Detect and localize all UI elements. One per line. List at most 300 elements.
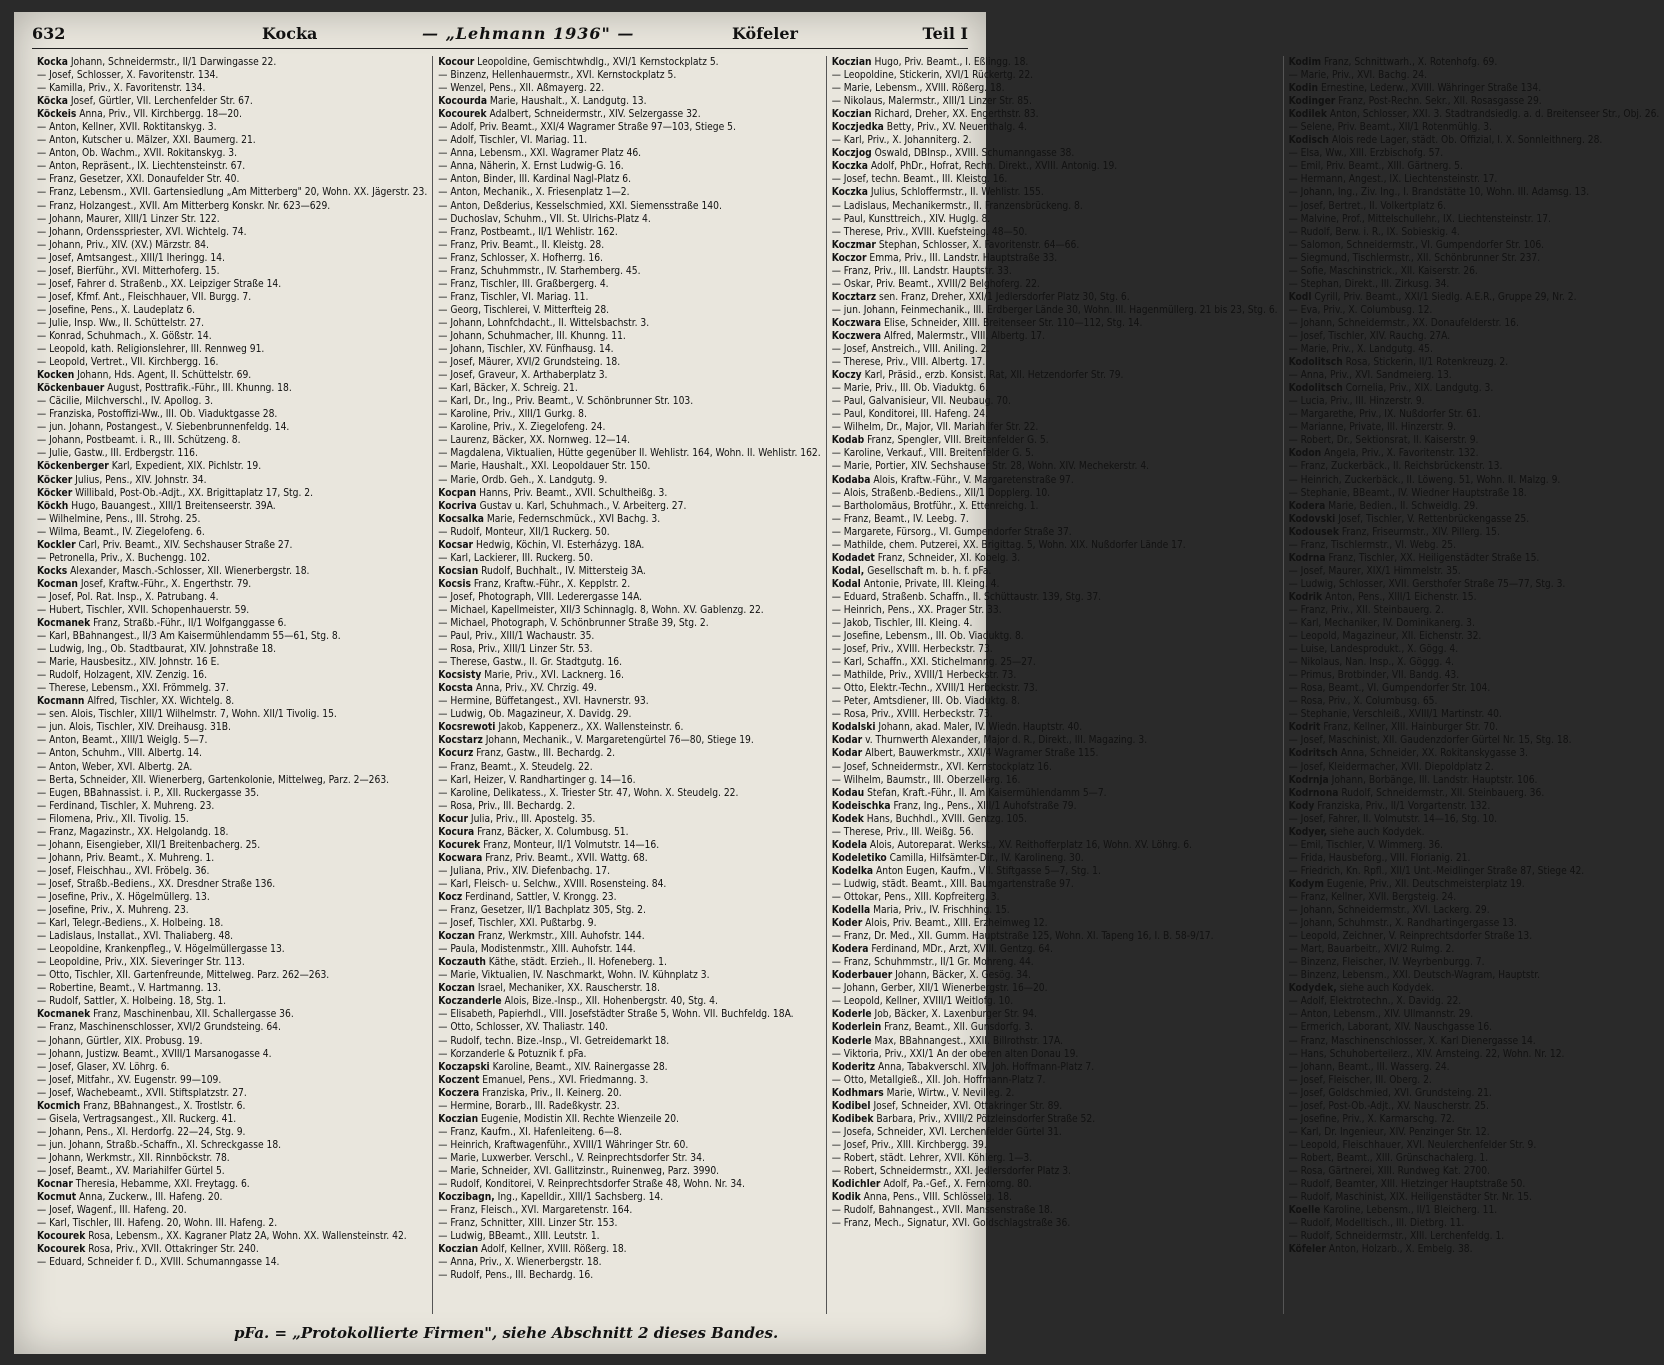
directory-entry: — Marie, Lebensm., XVIII. Rößerg. 18.	[831, 83, 1005, 95]
directory-entry: — Franz, Tischlermstr., VI. Webg. 25.	[1288, 539, 1457, 551]
directory-entry: — Josef, Amtsangest., XIII/1 Iheringg. 14.	[37, 252, 225, 264]
directory-entry: Kodolitsch Rosa, Stickerin, II/1 Rotenkreuzg. 2.	[1288, 357, 1509, 369]
directory-entry: — Duchoslav, Schuhm., VII. St. Ulrichs-Platz 4.	[438, 213, 651, 225]
directory-entry: — Emil, Priv. Beamt., XIII. Gärtnerg. 5.	[1288, 161, 1463, 173]
directory-entry: — Karl, Dr. Ingenieur, XIV. Penzinger Str. 12.	[1288, 1126, 1490, 1138]
directory-entry: Kodin Ernestine, Lederw., XVIII. Währinger Straße 134.	[1288, 83, 1542, 95]
directory-entry: Köcka Josef, Gürtler, VII. Lerchenfelder Str. 67.	[37, 96, 253, 108]
directory-entry: — Anton, Deßderius, Kesselschmied, XXI. Siemensstraße 140.	[438, 200, 722, 212]
directory-entry: Kocsalka Marie, Federnschmück., XVI Bachg. 3.	[438, 513, 661, 525]
directory-entry: — Josef, Priv., XVIII. Herbeckstr. 73.	[831, 644, 993, 656]
directory-entry: — Marie, Hausbesitz., XIV. Johnstr. 16 E.	[37, 657, 220, 669]
directory-entry: — Leopold, Zeichner, V. Reinprechtsdorfer Straße 13.	[1288, 931, 1533, 943]
directory-entry: — Karl, Schaffn., XXI. Stichelmanng. 25—27.	[831, 657, 1036, 669]
directory-entry: — Elisabeth, Papierhdl., VIII. Josefstädter Straße 5, Wohn. VII. Buchfeldg. 18A.	[438, 1009, 794, 1021]
directory-entry: — Johann, Justizw. Beamt., XVIII/1 Marsanogasse 4.	[37, 1048, 272, 1060]
directory-entry: Koczent Emanuel, Pens., XVI. Friedmanng. 3.	[438, 1074, 649, 1086]
directory-entry: — Karl, Telegr.-Bediens., X. Holbeing. 18.	[37, 918, 224, 930]
directory-entry: — Wenzel, Pens., XII. Aßmayerg. 22.	[438, 83, 605, 95]
directory-entry: — Rosa, Priv., III. Bechardg. 2.	[438, 800, 576, 812]
directory-entry: — Korzanderle & Potuznik f. pFa.	[438, 1048, 587, 1060]
directory-entry: — Hermine, Borarb., III. Radeßkystr. 23.	[438, 1100, 620, 1112]
directory-entry: — Viktoria, Priv., XXI/1 An der oberen alten Donau 19.	[831, 1048, 1079, 1060]
directory-entry: — Adolf, Priv. Beamt., XXI/4 Wagramer Straße 97—103, Stiege 5.	[438, 122, 736, 134]
directory-entry: Koczka Adolf, PhDr., Hofrat, Rechn. Direkt., XVIII. Antonig. 19.	[831, 161, 1118, 173]
directory-entry: Kocmich Franz, BBahnangest., X. Trostlstr. 6.	[37, 1100, 246, 1112]
directory-entry: Koczmar Stephan, Schlosser, X. Favoritenstr. 64—66.	[831, 239, 1080, 251]
directory-entry: Kodrik Anton, Pens., XIII/1 Eichenstr. 15.	[1288, 591, 1477, 603]
directory-entry: — Josef, Goldschmied, XVI. Grundsteing. 21.	[1288, 1087, 1492, 1099]
directory-entry: — Leopoldine, Krankenpfleg., V. Högelmüllergasse 13.	[37, 944, 285, 956]
directory-entry: — Johann, Eisengieber, XII/1 Breitenbacherg. 25.	[37, 839, 261, 851]
directory-entry: — Marie, Schneider, XVI. Gallitzinstr., Ruinenweg, Parz. 3990.	[438, 1165, 720, 1177]
directory-entry: Kodaba Alois, Kraftw.-Führ., V. Margaretenstraße 97.	[831, 474, 1074, 486]
directory-entry: Kodera Marie, Bedien., II. Schweidlg. 29.	[1288, 500, 1479, 512]
directory-entry: — Franz, Beamt., X. Steudelg. 22.	[438, 761, 593, 773]
directory-entry: — Ottokar, Pens., XIII. Kopfreiterg. 3.	[831, 892, 1000, 903]
directory-entry: — Karl, Priv., X. Johanniterg. 2.	[831, 135, 972, 147]
directory-entry: — Robert, Beamt., XIII. Grünschachalerg. 1.	[1288, 1152, 1489, 1164]
directory-entry: Kodim Franz, Schnittwarh., X. Rotenhofg. 69.	[1288, 57, 1498, 68]
directory-entry: Koczapski Karoline, Beamt., XIV. Rainergasse 28.	[438, 1061, 668, 1073]
directory-entry: — Leopold, Magazineur, XII. Eichenstr. 32.	[1288, 631, 1482, 643]
directory-entry: Koderbauer Johann, Bäcker, X. Gesög. 34.	[831, 970, 1031, 982]
directory-entry: — Josef, Straßb.-Bediens., XX. Dresdner Straße 136.	[37, 878, 276, 890]
directory-entry: Kodrna Franz, Tischler, XX. Heiligenstädter Straße 15.	[1288, 552, 1540, 564]
directory-entry: Koder Alois, Priv. Beamt., XIII. Erzheimweg 12.	[831, 918, 1048, 930]
directory-entry: — Josef, Anstreich., VIII. Aniling. 2.	[831, 344, 990, 356]
directory-entry: — Eugen, BBahnassist. i. P., XII. Ruckergasse 35.	[37, 787, 260, 799]
directory-entry: — Adolf, Elektrotechn., X. Davidg. 22.	[1288, 996, 1462, 1008]
directory-entry: Koczy Karl, Präsid., erzb. Konsist. Rat, XII. Hetzendorfer Str. 79.	[831, 370, 1124, 382]
directory-entry: — Josefine, Pens., X. Laudeplatz 6.	[37, 304, 196, 316]
directory-entry: — Anton, Weber, XVI. Albertg. 2A.	[37, 761, 193, 773]
directory-entry: — Robert, Dr., Sektionsrat, II. Kaiserstr. 9.	[1288, 435, 1479, 447]
directory-entry: — Robert, städt. Lehrer, XVII. Köhlerg. 1—3.	[831, 1152, 1033, 1164]
directory-entry: Kocka Johann, Schneidermstr., II/1 Darwingasse 22.	[37, 57, 277, 68]
directory-entry: — Johann, Tischler, XV. Fünfhausg. 14.	[438, 344, 614, 356]
directory-entry: — Josef, Fahrer d. Straßenb., XX. Leipziger Straße 14.	[37, 278, 282, 290]
directory-entry: — Josef, Post-Ob.-Adjt., XV. Nauscherstr. 25.	[1288, 1100, 1489, 1112]
directory-entry: Kocourda Marie, Haushalt., X. Landgutg. 13.	[438, 96, 647, 108]
directory-entry: — Josef, Fleischhau., XVI. Fröbelg. 36.	[37, 865, 210, 877]
directory-entry: — Paul, Galvanisieur, VII. Neubaug. 70.	[831, 396, 1011, 408]
directory-entry: Kodl Cyrill, Priv. Beamt., XXI/1 Siedlg. A.E.R., Gruppe 29, Nr. 2.	[1288, 291, 1577, 303]
directory-entry: — Josef, Glaser, XV. Löhrg. 6.	[37, 1061, 170, 1073]
directory-entry: — Rudolf, techn. Bize.-Insp., VI. Getreidemarkt 18.	[438, 1035, 670, 1047]
directory-entry: Koczian Eugenie, Modistin XII. Rechte Wienzeile 20.	[438, 1113, 679, 1125]
directory-entry: Kocurek Franz, Monteur, II/1 Volmutstr. 14—16.	[438, 839, 660, 851]
directory-entry: — Stephanie, BBeamt., IV. Wiedner Hauptstraße 18.	[1288, 487, 1527, 499]
directory-entry: — Rosa, Beamt., VI. Gumpendorfer Str. 104.	[1288, 683, 1491, 695]
directory-entry: — Rudolf, Schneidermstr., XIII. Lerchenfeldg. 1.	[1288, 1231, 1505, 1243]
directory-entry: Kodalski Johann, akad. Maler, IV. Wiedn. Hauptstr. 40.	[831, 722, 1083, 734]
directory-entry: — Stephan, Direkt., III. Zirkusg. 34.	[1288, 278, 1450, 290]
directory-entry: — Gisela, Vertragsangest., XII. Ruckerg. 41.	[37, 1113, 237, 1125]
directory-entry: — Otto, Elektr.-Techn., XVIII/1 Herbeckstr. 73.	[831, 683, 1038, 695]
directory-entry: — Franz, Mech., Signatur, XVI. Goldschlagstraße 36.	[831, 1218, 1071, 1230]
directory-entry: — Rudolf, Monteur, XII/1 Ruckerg. 50.	[438, 526, 610, 538]
directory-entry: — Josefine, Priv., X. Högelmüllerg. 13.	[37, 892, 210, 903]
directory-entry: — Johann, Gürtler, XIX. Probusg. 19.	[37, 1035, 203, 1047]
directory-entry: — Paul, Konditorei, III. Hafeng. 24.	[831, 409, 988, 421]
directory-entry: — Ferdinand, Tischler, X. Muhreng. 23.	[37, 800, 215, 812]
directory-entry: Kodar v. Thurnwerth Alexander, Major d. R., Direkt., III. Magazing. 3.	[831, 735, 1148, 747]
page-number: 632	[32, 24, 66, 43]
directory-entry: — Marie, Haushalt., XXI. Leopoldauer Str. 150.	[438, 461, 651, 473]
directory-entry: Köckenberger Karl, Expedient, XIX. Pichlstr. 19.	[37, 461, 262, 473]
directory-entry: Köckenbauer August, Posttrafik.-Führ., III. Khunng. 18.	[37, 383, 292, 395]
directory-entry: — Franz, Beamt., IV. Leebg. 7.	[831, 513, 969, 525]
directory-entry: — Marie, Viktualien, IV. Naschmarkt, Wohn. IV. Kühnplatz 3.	[438, 970, 710, 982]
directory-entry: Kodrnja Johann, Borbänge, III. Landstr. Hauptstr. 106.	[1288, 774, 1538, 786]
directory-entry: — Franz, Schuhmmstr., IV. Starhemberg. 45.	[438, 265, 641, 277]
directory-entry: — Magdalena, Viktualien, Hütte gegenüber II. Wehlistr. 164, Wohn. II. Wehlistr. 162.	[438, 448, 821, 460]
directory-entry: — Leopold, Kellner, XVIII/1 Weitlofg. 10.	[831, 996, 1014, 1008]
directory-entry: — Anna, Priv., XVI. Sandmeierg. 13.	[1288, 370, 1452, 382]
directory-entry: — Michael, Photograph, V. Schönbrunner Straße 39, Stg. 2.	[438, 618, 709, 630]
directory-entry: — Anton, Ob. Wachm., XVII. Rokitanskyg. 3.	[37, 148, 238, 160]
directory-entry: Koelle Karoline, Lebensm., II/1 Bleicherg. 11.	[1288, 1205, 1498, 1217]
directory-entry: — Anna, Priv., X. Wienerbergstr. 18.	[438, 1257, 602, 1269]
directory-entry: — Juliana, Priv., XIV. Diefenbachg. 17.	[438, 865, 610, 877]
directory-entry: Kockler Carl, Priv. Beamt., XIV. Sechshauser Straße 27.	[37, 539, 293, 551]
directory-entry: — Rudolf, Sattler, X. Holbeing. 18, Stg. 1.	[37, 996, 227, 1008]
directory-entry: Kocriva Gustav u. Karl, Schuhmach., V. Arbeiterg. 27.	[438, 500, 687, 512]
directory-entry: Koczwera Alfred, Malermstr., VIII. Albertg. 17.	[831, 330, 1046, 342]
directory-entry: Kocurz Franz, Gastw., III. Bechardg. 2.	[438, 748, 616, 760]
directory-entry: Kodelka Anton Eugen, Kaufm., VII. Stiftgasse 5—7, Stg. 1.	[831, 865, 1101, 877]
directory-entry: — Karl, BBahnangest., II/3 Am Kaisermühlendamm 55—61, Stg. 8.	[37, 631, 341, 643]
directory-entry: — Karl, Bäcker, X. Schreig. 21.	[438, 383, 578, 395]
directory-entry: — Anna, Lebensm., XXI. Wagramer Platz 46.	[438, 148, 642, 160]
directory-entry: — Franz, Dr. Med., XII. Gumm. Hauptstraße 125, Wohn. XI. Tapeng 16, I. B. 58-9/17.	[831, 931, 1214, 943]
directory-entry: — Anton, Beamt., XIII/1 Weiglg. 5—7.	[37, 735, 208, 747]
directory-entry: — Malvine, Prof., Mittelschullehr., IX. Liechtensteinstr. 17.	[1288, 213, 1551, 225]
directory-entry: — Karoline, Delikatess., X. Triester Str. 47, Wohn. X. Steudelg. 22.	[438, 787, 739, 799]
directory-entry: — Filomena, Priv., XII. Tivolig. 15.	[37, 813, 189, 825]
directory-entry: — Rudolf, Pens., III. Bechardg. 16.	[438, 1270, 594, 1282]
header-part: Teil I	[922, 24, 968, 43]
directory-entry: — Franz, Kellner, XVII. Bergsteig. 24.	[1288, 892, 1457, 903]
directory-entry: — Leopoldine, Stickerin, XVI/1 Rückertg. 22.	[831, 70, 1034, 82]
directory-entry: Kodichler Adolf, Pa.-Gef., X. Fernkorng. 80.	[831, 1179, 1032, 1191]
directory-entry: Kodella Maria, Priv., IV. Frischhing. 15.	[831, 905, 1010, 917]
directory-entry: — Josef, Mitfahr., XV. Eugenstr. 99—109.	[37, 1074, 222, 1086]
directory-entry: Kodrit Franz, Kellner, XIII. Hainburger Str. 70.	[1288, 722, 1498, 734]
directory-entry: — Hubert, Tischler, XVII. Schopenhauerstr. 59.	[37, 604, 250, 616]
directory-entry: Koczera Franziska, Priv., II. Keinerg. 20.	[438, 1087, 622, 1099]
directory-entry: — Robertine, Beamt., V. Hartmanng. 13.	[37, 983, 222, 995]
directory-entry: — Otto, Schlosser, XV. Thaliastr. 140.	[438, 1022, 608, 1034]
directory-entry: — Franz, Kaufm., XI. Hafenleiteng. 6—8.	[438, 1126, 622, 1138]
directory-entry: — Franz, Priv., III. Landstr. Hauptstr. 33.	[831, 265, 1012, 277]
directory-entry: — Johann, Lohnfchdacht., II. Wittelsbachstr. 3.	[438, 317, 650, 329]
directory-entry: — Franz, Magazinstr., XX. Helgolandg. 18.	[37, 826, 229, 838]
directory-entry: Köfeler Anton, Holzarb., X. Embelg. 38.	[1288, 1244, 1473, 1256]
directory-entry: — Kamilla, Priv., X. Favoritenstr. 134.	[37, 83, 206, 95]
directory-entry: — Rosa, Priv., X. Columbusg. 65.	[1288, 696, 1438, 708]
directory-entry: — Binzenz, Lebensm., XXI. Deutsch-Wagram, Hauptstr.	[1288, 970, 1540, 982]
directory-entry: — Josefine, Priv., X. Muhreng. 23.	[37, 905, 189, 917]
directory-entry: — Josefa, Schneider, XVI. Lerchenfelder Gürtel 31.	[831, 1126, 1062, 1138]
directory-page	[14, 12, 1660, 1354]
directory-entry: Koczibagn, Ing., Kapelldir., XIII/1 Sachsberg. 14.	[438, 1192, 664, 1204]
directory-entry: — Johann, Priv. Beamt., X. Muhreng. 1.	[37, 852, 215, 864]
directory-entry: — Franz, Priv. Beamt., II. Kleistg. 28.	[438, 239, 605, 251]
directory-entry: Kocur Julia, Priv., III. Apostelg. 35.	[438, 813, 596, 825]
directory-entry: — Ludwig, Ing., Ob. Stadtbaurat, XIV. Johnstraße 18.	[37, 644, 277, 656]
directory-entry: — Karl, Dr., Ing., Priv. Beamt., V. Schönbrunner Str. 103.	[438, 396, 694, 408]
directory-entry: — Leopold, Fleischhauer, XVI. Neulerchenfelder Str. 9.	[1288, 1139, 1537, 1151]
directory-entry: — Johann, Maurer, XIII/1 Linzer Str. 122.	[37, 213, 220, 225]
directory-entry: — jun. Alois, Tischler, XIV. Dreihausg. 31B.	[37, 722, 231, 734]
directory-entry: — Franz, Fleisch., XVI. Margaretenstr. 164.	[438, 1205, 633, 1217]
directory-entry: — Johann, Ordensspriester, XVI. Wichtelg. 74.	[37, 226, 247, 238]
directory-entry: — Johann, Beamt., III. Wasserg. 24.	[1288, 1061, 1450, 1073]
directory-entry: — Paul, Kunsttreich., XIV. Huglg. 8.	[831, 213, 991, 225]
directory-entry: — Franz, Lebensm., XVII. Gartensiedlung „Am Mitterberg" 20, Wohn. XX. Jägerstr. 23.	[37, 187, 428, 199]
directory-entry: — Josef, Schneidermstr., XVI. Kernstockplatz 16.	[831, 761, 1052, 773]
directory-columns	[32, 56, 1660, 1314]
directory-entry: Koderlein Franz, Beamt., XII. Gunsdorfg. 3.	[831, 1022, 1034, 1034]
directory-entry: — Franz, Priv., XII. Steinbauerg. 2.	[1288, 604, 1444, 616]
directory-entry: — Friedrich, Kn. Rpfl., XII/1 Unt.-Meidlinger Straße 87, Stiege 42.	[1288, 865, 1585, 877]
directory-entry: Kocourek Adalbert, Schneidermstr., XIV. Selzergasse 32.	[438, 109, 701, 121]
directory-entry: — Rudolf, Beamter, XIII. Hietzinger Hauptstraße 50.	[1288, 1179, 1526, 1191]
directory-entry: — Johann, Gerber, XII/1 Wienerbergstr. 16—20.	[831, 983, 1048, 995]
directory-entry: — Johann, Schneidermstr., XX. Donaufelderstr. 16.	[1288, 317, 1519, 329]
directory-entry: — Anton, Binder, III. Kardinal Nagl-Platz 6.	[438, 174, 632, 186]
directory-entry: — Rudolf, Konditorei, V. Reinprechtsdorfer Straße 48, Wohn. Nr. 34.	[438, 1179, 745, 1191]
directory-entry: — Johann, Werkmstr., XII. Rinnböckstr. 78.	[37, 1152, 230, 1164]
directory-entry: — Marie, Ordb. Geh., X. Landgutg. 9.	[438, 474, 608, 486]
directory-entry: — Rudolf, Bahnangest., XVII. Manssenstraße 18.	[831, 1205, 1053, 1217]
directory-entry: Koczauth Käthe, städt. Erzieh., II. Hofeneberg. 1.	[438, 957, 667, 969]
directory-entry: — Karl, Heizer, V. Randhartinger g. 14—16.	[438, 774, 636, 786]
directory-entry: — Rosa, Priv., XIII/1 Linzer Str. 53.	[438, 644, 593, 656]
directory-entry: — Franziska, Postoffizi-Ww., III. Ob. Viaduktgasse 28.	[37, 409, 278, 421]
directory-entry: Kodal Antonie, Private, III. Kleing. 4.	[831, 578, 1000, 590]
directory-entry: — Karoline, Priv., XIII/1 Gurkg. 8.	[438, 409, 587, 421]
directory-entry: — Johann, Priv., XIV. (XV.) Märzstr. 84.	[37, 239, 209, 251]
directory-entry: — Johann, Schneidermstr., XVI. Lackerg. 29.	[1288, 905, 1490, 917]
directory-entry: — Michael, Kapellmeister, XII/3 Schinnaglg. 8, Wohn. XV. Gablenzg. 22.	[438, 604, 764, 616]
directory-entry: Kodek Hans, Buchhdl., XVIII. Gentzg. 105.	[831, 813, 1027, 825]
directory-entry: — Karl, Fleisch- u. Selchw., XVIII. Rosensteing. 84.	[438, 878, 667, 890]
directory-entry: — Heinrich, Kraftwagenführ., XVIII/1 Währinger Str. 60.	[438, 1139, 689, 1151]
directory-entry: Kocour Leopoldine, Gemischtwhdlg., XVI/1 Kernstockplatz 5.	[438, 57, 719, 68]
directory-entry: — Josef, Tischler, XXI. Pußtarbg. 9.	[438, 918, 597, 930]
directory-entry: — Johann, Schuhmacher, III. Khunng. 11.	[438, 330, 626, 342]
directory-entry: — Ladislaus, Installat., XVI. Thaliaberg. 48.	[37, 931, 234, 943]
directory-entry: — Marie, Priv., III. Ob. Viaduktg. 6.	[831, 383, 988, 395]
directory-entry: Kocmut Anna, Zuckerw., III. Hafeng. 20.	[37, 1192, 223, 1204]
directory-entry: — Franz, Schlosser, X. Hofherrg. 16.	[438, 252, 603, 264]
directory-entry: Kocks Alexander, Masch.-Schlosser, XII. Wienerbergstr. 18.	[37, 565, 310, 577]
directory-entry: Kocmanek Franz, Maschinenbau, XII. Schallergasse 36.	[37, 1009, 294, 1021]
directory-entry: — Josef, Kfmf. Ant., Fleischhauer, VII. Burgg. 7.	[37, 291, 252, 303]
directory-entry: — Leopoldine, Priv., XIX. Sieveringer Str. 113.	[37, 957, 245, 969]
directory-entry: Kocztarz sen. Franz, Dreher, XXI/1 Jedlersdorfer Platz 30, Stg. 6.	[831, 291, 1130, 303]
directory-entry: Kodrnona Rudolf, Schneidermstr., XII. Steinbauerg. 36.	[1288, 787, 1545, 799]
directory-entry: — Heinrich, Pens., XX. Prager Str. 33.	[831, 604, 1002, 616]
directory-entry: — Eduard, Schneider f. D., XVIII. Schumanngasse 14.	[37, 1257, 280, 1269]
directory-entry: — Emil, Tischler, V. Wimmerg. 36.	[1288, 839, 1443, 851]
directory-entry: Kocsrewoti Jakob, Kappenerz., XX. Wallensteinstr. 6.	[438, 722, 684, 734]
directory-entry: Kodon Angela, Priv., X. Favoritenstr. 132.	[1288, 448, 1479, 460]
directory-entry: Kocmann Alfred, Tischler, XX. Wichtelg. 8.	[37, 696, 235, 708]
directory-entry: — Ludwig, städt. Beamt., XIII. Baumgartenstraße 97.	[831, 878, 1074, 890]
directory-entry: — Salomon, Schneidermstr., VI. Gumpendorfer Str. 106.	[1288, 239, 1545, 251]
directory-entry: Kodolitsch Cornelia, Priv., XIX. Landgutg. 3.	[1288, 383, 1494, 395]
directory-entry: — Nikolaus, Malermstr., XIII/1 Linzer Str. 85.	[831, 96, 1032, 108]
directory-entry: — Elsa, Ww., XIII. Erzbischofg. 57.	[1288, 148, 1444, 160]
directory-entry: — Primus, Brotbinder, VII. Bandg. 43.	[1288, 670, 1460, 682]
directory-entry: — Anton, Kellner, XVII. Roktitanskyg. 3.	[37, 122, 217, 134]
directory-entry: — jun. Johann, Straßb.-Schaffn., XI. Schreckgasse 18.	[37, 1139, 282, 1151]
directory-entry: — Margarethe, Priv., IX. Nußdorfer Str. 61.	[1288, 409, 1481, 421]
directory-entry: — Anton, Mechanik., X. Friesenplatz 1—2.	[438, 187, 630, 199]
directory-entry: — Karl, Lackierer, III. Ruckerg. 50.	[438, 552, 594, 564]
directory-entry: Kocstarz Johann, Mechanik., V. Margaretengürtel 76—80, Stiege 19.	[438, 735, 754, 747]
directory-entry: — Franz, Zuckerbäck., II. Reichsbrückenstr. 13.	[1288, 461, 1503, 473]
directory-entry: Kocura Franz, Bäcker, X. Columbusg. 51.	[438, 826, 629, 838]
directory-entry: — Mathilde, Priv., XVIII/1 Herbeckstr. 73.	[831, 670, 1017, 682]
directory-entry: — Anton, Schuhm., VIII. Albertg. 14.	[37, 748, 202, 760]
column-2	[433, 56, 826, 1314]
header-title: — „Lehmann 1936" —	[422, 24, 635, 43]
directory-entry: — Therese, Priv., III. Weißg. 56.	[831, 826, 974, 838]
directory-entry: — Franz, Tischler, VI. Mariag. 11.	[438, 291, 589, 303]
directory-entry: Kodeischka Franz, Ing., Pens., XIII/1 Auhofstraße 79.	[831, 800, 1077, 812]
directory-entry: — Karl, Mechaniker, IV. Dominikanerg. 3.	[1288, 618, 1475, 630]
directory-entry: — Luise, Landesprodukt., X. Gögg. 4.	[1288, 644, 1459, 656]
directory-entry: — Paula, Modistenmstr., XIII. Auhofstr. 144.	[438, 944, 636, 956]
directory-entry: — Rosa, Gärtnerei, XIII. Rundweg Kat. 2700.	[1288, 1165, 1490, 1177]
directory-entry: — Josef, Mäurer, XVI/2 Grundsteing. 18.	[438, 357, 621, 369]
directory-entry: — Wilma, Beamt., IV. Ziegelofeng. 6.	[37, 526, 205, 538]
directory-entry: Koczor Emma, Priv., III. Landstr. Hauptstraße 33.	[831, 252, 1058, 264]
directory-entry: Kodisch Alois rede Lager, städt. Ob. Offizial, I. X. Sonnleithnerg. 28.	[1288, 135, 1603, 147]
directory-entry: — Wilhelm, Baumstr., III. Oberzellerg. 16.	[831, 774, 1021, 786]
directory-entry: — Rosa, Priv., XVIII. Herbeckstr. 73.	[831, 709, 993, 721]
directory-entry: — Ludwig, Ob. Magazineur, X. Davidg. 29.	[438, 709, 632, 721]
directory-entry: — Josef, Tischler, XIV. Rauchg. 27A.	[1288, 330, 1451, 342]
directory-entry: — Leopold, Vertret., VII. Kirchbergg. 16.	[37, 357, 219, 369]
directory-entry: — Rudolf, Berw. i. R., IX. Sobieskig. 4.	[1288, 226, 1460, 238]
column-4	[1284, 56, 1664, 1314]
directory-entry: — Laurenz, Bäcker, XX. Nornweg. 12—14.	[438, 435, 631, 447]
directory-entry: — Josef, Maurer, XIX/1 Himmelstr. 35.	[1288, 565, 1461, 577]
directory-entry: Kocz Ferdinand, Sattler, V. Krongg. 23.	[438, 892, 617, 903]
directory-entry: Kodik Anna, Pens., VIII. Schlösselg. 18.	[831, 1192, 1013, 1204]
directory-entry: Kodadet Franz, Schneider, XI. Kobelg. 3.	[831, 552, 1021, 564]
directory-entry: — Franz, Gesetzer, II/1 Bachplatz 305, Stg. 2.	[438, 905, 646, 917]
directory-entry: — Marie, Portier, XIV. Sechshauser Str. 28, Wohn. XIV. Mechekerstr. 4.	[831, 461, 1150, 473]
directory-entry: — Lucia, Priv., III. Hinzerstr. 9.	[1288, 396, 1425, 408]
directory-entry: — Josef, Photograph, VIII. Lederergasse 14A.	[438, 591, 643, 603]
directory-entry: Kodera Ferdinand, MDr., Arzt, XVIII. Gentzg. 64.	[831, 944, 1053, 956]
directory-entry: — Josef, Graveur, X. Arthaberplatz 3.	[438, 370, 608, 382]
directory-entry: — Josef, techn. Beamt., III. Kleistg. 16.	[831, 174, 1008, 186]
directory-entry: Kocsian Rudolf, Buchhalt., IV. Mittersteig 3A.	[438, 565, 646, 577]
directory-entry: — Cäcilie, Milchverschl., IV. Apollog. 3.	[37, 396, 214, 408]
directory-entry: — Julie, Gastw., III. Erdbergstr. 116.	[37, 448, 198, 460]
directory-entry: Kocsta Anna, Priv., XV. Chrzig. 49.	[438, 683, 597, 695]
directory-entry: Kocken Johann, Hds. Agent, II. Schüttelstr. 69.	[37, 370, 252, 382]
directory-entry: — Siegmund, Tischlermstr., XII. Schönbrunner Str. 237.	[1288, 252, 1541, 264]
directory-entry: — Franz, Schnitter, XIII. Linzer Str. 153.	[438, 1218, 618, 1230]
directory-entry: Kody Franziska, Priv., II/1 Vorgartenstr. 132.	[1288, 800, 1491, 812]
directory-entry: Koczjog Oswald, DBInsp., XVIII. Schumanngasse 38.	[831, 148, 1075, 160]
directory-entry: — Josef, Priv., XIII. Kirchbergg. 39.	[831, 1139, 987, 1151]
directory-entry: — Hermine, Büffetangest., XVI. Havnerstr. 93.	[438, 696, 649, 708]
directory-entry: — Karoline, Verkauf., VIII. Breitenfelder G. 5.	[831, 448, 1034, 460]
directory-entry: Koczwara Elise, Schneider, XIII. Breitenseer Str. 110—112, Stg. 14.	[831, 317, 1143, 329]
directory-entry: — Johann, Schuhmstr., X. Randhartingergasse 13.	[1288, 918, 1517, 930]
directory-entry: — Therese, Gastw., II. Gr. Stadtgutg. 16.	[438, 657, 623, 669]
directory-entry: — Franz, Holzangest., XVII. Am Mitterberg Konskr. Nr. 623—629.	[37, 200, 331, 212]
directory-entry: — Adolf, Tischler, VI. Mariag. 11.	[438, 135, 588, 147]
directory-entry: — Rudolf, Maschinist, XIX. Heiligenstädter Str. Nr. 15.	[1288, 1192, 1533, 1204]
directory-entry: — Robert, Schneidermstr., XXI. Jedlersdorfer Platz 3.	[831, 1165, 1071, 1177]
directory-entry: — Eva, Priv., X. Columbusg. 12.	[1288, 304, 1433, 316]
directory-entry: — Peter, Amtsdiener, III. Ob. Viaduktg. 8.	[831, 696, 1020, 708]
directory-entry: — Anna, Näherin, X. Ernst Ludwig-G. 16.	[438, 161, 624, 173]
directory-entry: — Therese, Priv., VIII. Albertg. 17.	[831, 357, 986, 369]
directory-entry: — Georg, Tischlerei, V. Mitterfteig 28.	[438, 304, 610, 316]
directory-entry: — jun. Johann, Postangest., V. Siebenbrunnenfeldg. 14.	[37, 422, 290, 434]
header-first-entry: Kocka	[262, 24, 318, 43]
directory-entry: — Rudolf, Holzagent, XIV. Zenzig. 16.	[37, 670, 208, 682]
directory-entry: — Oskar, Priv. Beamt., XVIII/2 Belghoferg. 22.	[831, 278, 1040, 290]
directory-entry: — Johann, Postbeamt. i. R., III. Schützeng. 8.	[37, 435, 241, 447]
directory-entry: — Franz, Postbeamt., II/1 Wehlistr. 162.	[438, 226, 618, 238]
directory-entry: Kodibel Josef, Schneider, XVI. Ottakringer Str. 89.	[831, 1100, 1063, 1112]
directory-entry: — Anton, Lebensm., XIV. Ullmannstr. 29.	[1288, 1009, 1474, 1021]
directory-entry: — Josef, Kleidermacher, XVII. Diepoldplatz 2.	[1288, 761, 1494, 773]
footer-note: pFa. = „Protokollierte Firmen", siehe Abschnitt 2 dieses Bandes.	[234, 1324, 779, 1342]
directory-entry: — Josefine, Lebensm., III. Ob. Viaduktg. 8.	[831, 631, 1024, 643]
directory-entry: — Petronella, Priv., X. Buchengg. 102.	[37, 552, 210, 564]
directory-entry: — Rudolf, Modelltisch., III. Dietbrg. 11.	[1288, 1218, 1465, 1230]
directory-entry: — Heinrich, Zuckerbäck., II. Löweng. 51, Wohn. II. Malzg. 9.	[1288, 474, 1561, 486]
directory-entry: Kodela Alois, Autoreparat. Werkst., XV. Reithofferplatz 16, Wohn. XV. Löhrg. 6.	[831, 839, 1192, 851]
directory-entry: Kodyer, siehe auch Kodydek.	[1288, 826, 1425, 838]
directory-entry: — Binzenz, Fleischer, IV. Weyrbenburgg. 7.	[1288, 957, 1485, 969]
directory-entry: Kocourek Rosa, Priv., XVII. Ottakringer Str. 240.	[37, 1244, 259, 1256]
directory-entry: — Josef, Wachebeamt., XVII. Stiftsplatzstr. 27.	[37, 1087, 247, 1099]
directory-entry: Kocsar Hedwig, Köchin, VI. Esterházyg. 18A.	[438, 539, 645, 551]
directory-entry: — Selene, Priv. Beamt., XII/1 Rotenmühlg. 3.	[1288, 122, 1493, 134]
directory-entry: — Bartholomäus, Brotführ., X. Ettenreichg. 1.	[831, 500, 1039, 512]
directory-entry: — Anton, Kutscher u. Mälzer, XXI. Baumerg. 21.	[37, 135, 256, 147]
directory-entry: Koczan Israel, Mechaniker, XX. Rauscherstr. 18.	[438, 983, 660, 995]
directory-entry: Köckh Hugo, Bauangest., XIII/1 Breitenseerstr. 39A.	[37, 500, 276, 512]
directory-entry: — Eduard, Straßenb. Schaffn., II. Schüttaustr. 139, Stg. 37.	[831, 591, 1102, 603]
directory-entry: Kodar Albert, Bauwerkmstr., XXI/4 Wagramer Straße 115.	[831, 748, 1099, 760]
directory-entry: Kodinger Franz, Post-Rechn. Sekr., XII. Rosasgasse 29.	[1288, 96, 1542, 108]
directory-entry: Koczan Franz, Werkmstr., XIII. Auhofstr. 144.	[438, 931, 645, 943]
directory-entry: — Jakob, Tischler, III. Kleing. 4.	[831, 618, 973, 630]
directory-entry: — Josef, Wagenf., III. Hafeng. 20.	[37, 1205, 187, 1217]
directory-entry: — Stephanie, Verschleiß., XVIII/1 Martinstr. 40.	[1288, 709, 1502, 721]
directory-entry: — Franz, Maschinenschlosser, X. Karl Dienergasse 14.	[1288, 1035, 1536, 1047]
directory-entry: Kocsis Franz, Kraftw.-Führ., X. Kepplstr. 2.	[438, 578, 631, 590]
directory-entry: Kodym Eugenie, Priv., XII. Deutschmeisterplatz 19.	[1288, 878, 1525, 890]
column-3	[827, 56, 1284, 1314]
